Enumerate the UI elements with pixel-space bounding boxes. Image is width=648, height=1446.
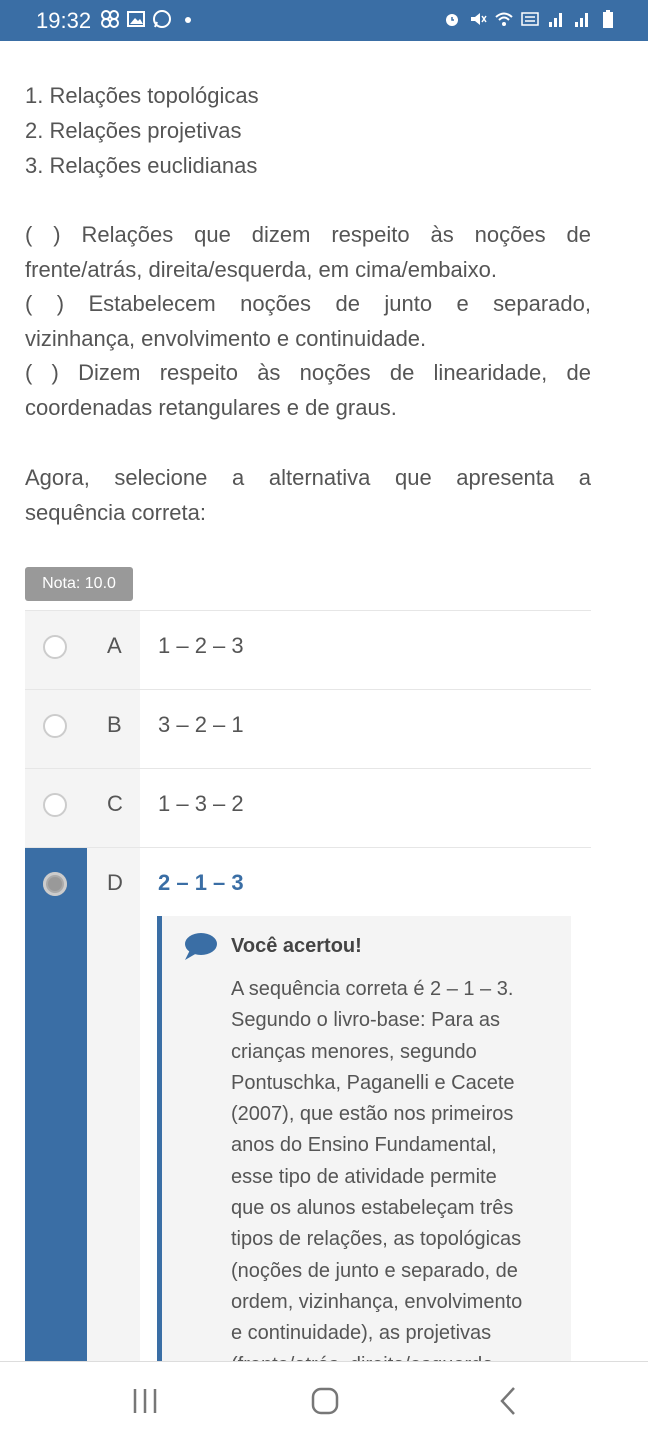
grade-badge: Nota: 10.0 [25, 567, 133, 601]
question-prompt [25, 461, 591, 530]
radio-button[interactable] [43, 635, 67, 659]
option-letter: A [107, 633, 122, 658]
signal-icon-2 [572, 9, 592, 29]
option-b[interactable] [25, 689, 591, 768]
option-letter: D [107, 870, 123, 895]
statement-line: ( ) Relações que dizem respeito às noções de [25, 222, 591, 247]
feedback-line: (noções de junto e separado, de [231, 1259, 518, 1282]
feedback-title: Você acertou! [231, 935, 362, 957]
feedback-line: tipos de relações, as topológicas [231, 1228, 522, 1251]
feedback-line: crianças menores, segundo [231, 1040, 477, 1063]
list-item: 2. Relações projetivas [25, 118, 242, 143]
list-item: 3. Relações euclidianas [25, 153, 258, 178]
feedback-box [157, 916, 571, 1376]
feedback-line: esse tipo de atividade permite [231, 1165, 497, 1188]
status-time: 19:32 [36, 8, 92, 33]
option-c[interactable] [25, 768, 591, 847]
option-letter: C [107, 791, 123, 816]
mute-icon [468, 9, 488, 29]
statement-3 [25, 356, 591, 425]
radio-button[interactable] [43, 793, 67, 817]
statement-line: ( ) Estabelecem noções de junto e separado, [25, 291, 591, 316]
recent-apps-button[interactable] [105, 1362, 185, 1441]
statement-line: ( ) Dizem respeito às noções de linearidade, de [25, 360, 591, 385]
prompt-line: Agora, selecione a alternativa que apresenta a [25, 465, 591, 490]
status-bar [0, 0, 648, 41]
option-text: 1 – 2 – 3 [158, 633, 244, 658]
feedback-body [231, 974, 561, 1381]
dot-icon [178, 9, 198, 29]
feedback-line: (2007), que estão nos primeiros [231, 1103, 514, 1126]
battery-icon [598, 9, 618, 29]
home-icon [285, 1362, 365, 1441]
option-text: 1 – 3 – 2 [158, 791, 244, 816]
signal-icon [546, 9, 566, 29]
back-button[interactable] [468, 1362, 548, 1441]
option-letter: B [107, 712, 122, 737]
whatsapp-icon [152, 9, 172, 29]
prompt-line: sequência correta: [25, 499, 206, 525]
feedback-line: que os alunos estabeleçam três [231, 1197, 514, 1220]
statement-line: frente/atrás, direita/esquerda, em cima/embaixo. [25, 256, 498, 282]
feedback-line: e continuidade), as projetivas [231, 1322, 492, 1345]
feedback-line: anos do Ensino Fundamental, [231, 1134, 497, 1157]
statement-1 [25, 218, 591, 287]
radio-button-selected[interactable] [43, 872, 67, 896]
statement-line: coordenadas retangulares e de graus. [25, 394, 397, 420]
feedback-line: ordem, vizinhança, envolvimento [231, 1290, 523, 1313]
option-text: 3 – 2 – 1 [158, 712, 244, 737]
feedback-line: Segundo o livro-base: Para as [231, 1009, 501, 1032]
radio-button[interactable] [43, 714, 67, 738]
feedback-line: A sequência correta é 2 – 1 – 3. [231, 978, 514, 1000]
image-icon [126, 9, 146, 29]
navigation-bar [0, 1361, 648, 1441]
speech-bubble-icon [182, 932, 218, 962]
option-a[interactable] [25, 610, 591, 689]
home-button[interactable] [285, 1362, 365, 1441]
volte-icon [520, 9, 540, 29]
list-item: 1. Relações topológicas [25, 83, 259, 108]
statement-2 [25, 287, 591, 356]
back-icon [468, 1362, 548, 1441]
feedback-line: Pontuschka, Paganelli e Cacete [231, 1071, 515, 1094]
recent-apps-icon [105, 1362, 185, 1441]
fan-icon [100, 9, 120, 29]
option-text: 2 – 1 – 3 [158, 870, 244, 895]
statement-line: vizinhança, envolvimento e continuidade. [25, 325, 427, 351]
alarm-icon [442, 9, 462, 29]
wifi-icon [494, 9, 514, 29]
